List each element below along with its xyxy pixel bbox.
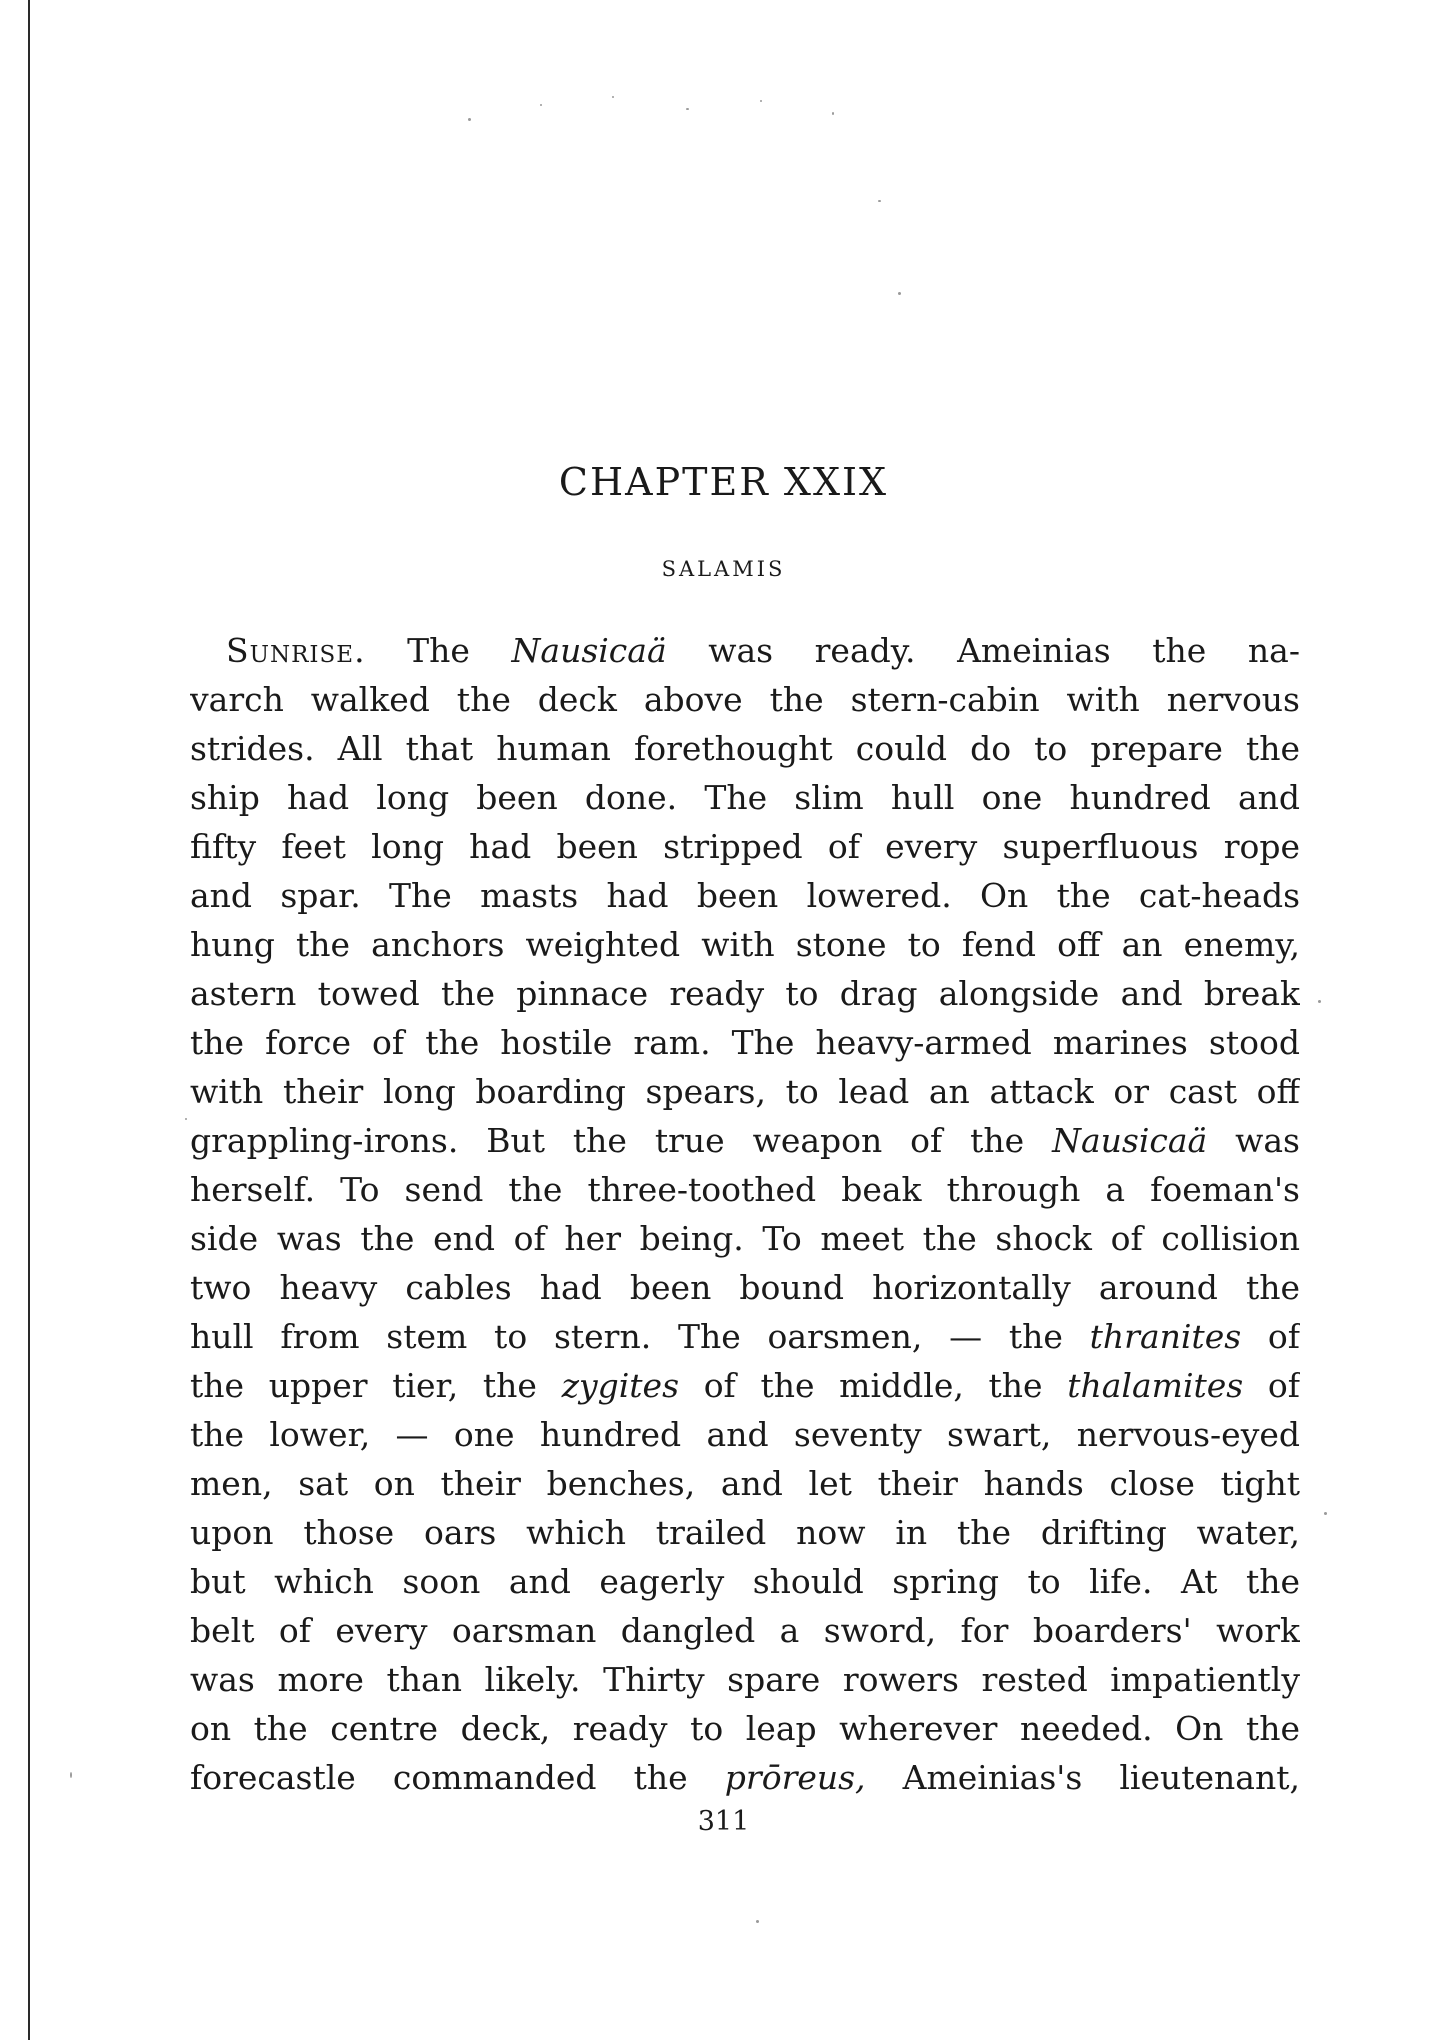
text-run: two heavy cables had been bound horizontally around the [190, 1268, 1300, 1307]
text-run: men, sat on their benches, and let their hands close tight [190, 1464, 1300, 1503]
binding-edge [28, 0, 30, 2040]
text-run-italic: Nausicaä [511, 631, 667, 670]
text-line [190, 1312, 1300, 1361]
text-run: herself. To send the three-toothed beak through a foeman's [190, 1170, 1300, 1209]
text-run: with their long boarding spears, to lead an attack or cast off [190, 1072, 1300, 1111]
text-run: side was the end of her being. To meet the shock of collision [190, 1219, 1300, 1258]
text-line [190, 1606, 1300, 1655]
text-run: upon those oars which trailed now in the drifting water, [190, 1513, 1300, 1552]
text-run: grappling-irons. But the true weapon of the [190, 1121, 1053, 1160]
text-run: on the centre deck, ready to leap wherever needed. On the [190, 1709, 1300, 1748]
text-run: of [1243, 1366, 1300, 1405]
text-run: ship had long been done. The slim hull one hundred and [190, 778, 1300, 817]
text-line [190, 1459, 1300, 1508]
text-run: was [1207, 1121, 1300, 1160]
text-line [190, 1214, 1300, 1263]
text-line [190, 871, 1300, 920]
text-run: Ameinias's lieutenant, [865, 1758, 1300, 1797]
text-line [190, 1018, 1300, 1067]
text-line [190, 1263, 1300, 1312]
text-line [190, 724, 1300, 773]
body-text [190, 626, 1300, 1802]
text-line [190, 822, 1300, 871]
text-run: was ready. Ameinias the na- [666, 631, 1300, 670]
text-line [190, 1508, 1300, 1557]
text-line [190, 1116, 1300, 1165]
text-run: hung the anchors weighted with stone to fend off an enemy, [190, 925, 1300, 964]
text-run: and spar. The masts had been lowered. On the cat-heads [190, 876, 1300, 915]
text-run: varch walked the deck above the stern-cabin with nervous [190, 680, 1300, 719]
text-run: hull from stem to stern. The oarsmen, — the [190, 1317, 1090, 1356]
chapter-heading: CHAPTER XXIX [558, 460, 889, 504]
text-run-italic: prōreus, [724, 1758, 866, 1797]
text-line [190, 969, 1300, 1018]
text-run: The [365, 631, 512, 670]
text-run: belt of every oarsman dangled a sword, for boarders' work [190, 1611, 1300, 1650]
text-run: strides. All that human forethought could do to prepare the [190, 729, 1300, 768]
text-line [190, 675, 1300, 724]
text-line [190, 1753, 1300, 1802]
text-line [190, 626, 1300, 675]
text-run: Sunrise. [226, 631, 366, 670]
text-line [190, 1067, 1300, 1116]
text-run: but which soon and eagerly should spring to life. At the [190, 1562, 1300, 1601]
text-run: forecastle commanded the [190, 1758, 725, 1797]
page-number: 311 [697, 1806, 750, 1837]
text-line [190, 920, 1300, 969]
text-line [190, 1165, 1300, 1214]
text-line [190, 1655, 1300, 1704]
text-line [190, 1557, 1300, 1606]
text-line [190, 1361, 1300, 1410]
text-run-italic: Nausicaä [1052, 1121, 1208, 1160]
text-run: was more than likely. Thirty spare rowers rested impatiently [190, 1660, 1300, 1699]
chapter-subtitle: SALAMIS [661, 557, 786, 581]
text-run-italic: zygites [561, 1366, 680, 1405]
text-run: of [1241, 1317, 1300, 1356]
text-run: of the middle, the [679, 1366, 1068, 1405]
text-line [190, 773, 1300, 822]
text-run-italic: thalamites [1067, 1366, 1244, 1405]
text-run: the force of the hostile ram. The heavy-armed marines stood [190, 1023, 1300, 1062]
text-line [190, 1704, 1300, 1753]
text-line [190, 1410, 1300, 1459]
text-run: the upper tier, the [190, 1366, 562, 1405]
text-run: astern towed the pinnace ready to drag alongside and break [190, 974, 1300, 1013]
text-run: fifty feet long had been stripped of every superfluous rope [190, 827, 1300, 866]
text-run: the lower, — one hundred and seventy swart, nervous-eyed [190, 1415, 1300, 1454]
text-run-italic: thranites [1089, 1317, 1242, 1356]
